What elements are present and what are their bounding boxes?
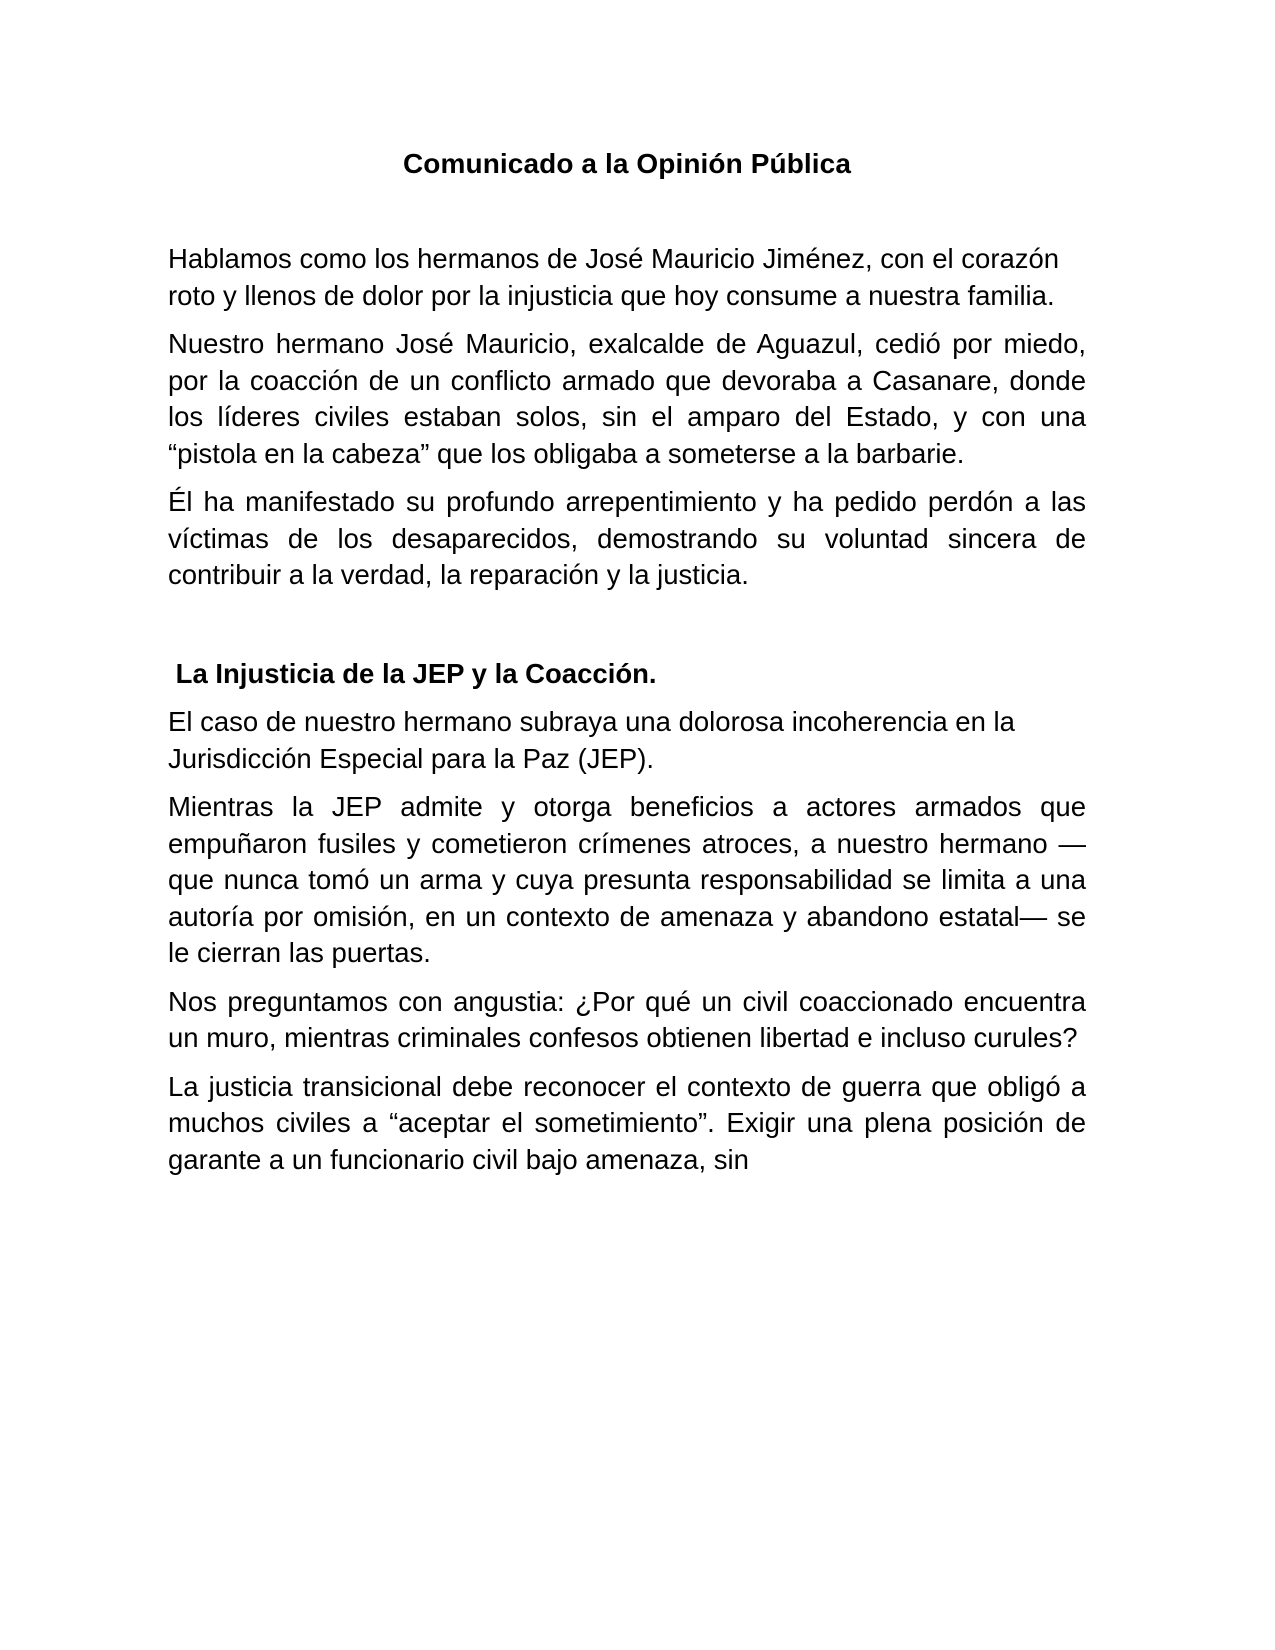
section-heading-injusticia-jep: La Injusticia de la JEP y la Coacción.: [168, 657, 657, 689]
paragraph-spacer: [168, 777, 1086, 789]
paragraph-spacer: [168, 472, 1086, 484]
paragraph-spacer: [168, 692, 1086, 704]
paragraph-spacer: [168, 972, 1086, 984]
paragraph-spacer: [168, 1057, 1086, 1069]
title-spacer: [168, 181, 1086, 241]
paragraph-section-3: Nos preguntamos con angustia: ¿Por qué un civil coaccionado encuentra un muro, mientras criminales confesos obtienen libertad e incluso curules?: [168, 985, 1086, 1053]
section-spacer: [168, 594, 1086, 656]
paragraph-intro-2: Nuestro hermano José Mauricio, exalcalde de Aguazul, cedió por miedo, por la coacción de un conflicto armado que devoraba a Casanare, donde los líderes civiles estaban solos, sin el amparo del Estado, y con una “pistola en la cabeza” que los obligaba a someterse a la barbarie.: [168, 328, 1086, 469]
page-title: Comunicado a la Opinión Pública: [402, 148, 852, 179]
paragraph-intro-3: Él ha manifestado su profundo arrepentimiento y ha pedido perdón a las víctimas de los desaparecidos, demostrando su voluntad sincera de contribuir a la verdad, la reparación y la justicia.: [168, 486, 1086, 590]
paragraph-spacer: [168, 314, 1086, 326]
paragraph-section-2: Mientras la JEP admite y otorga beneficios a actores armados que empuñaron fusiles y cometieron crímenes atroces, a nuestro hermano —que nunca tomó un arma y cuya presunta responsabilidad se limita a una autoría por omisión, en un contexto de amenaza y abandono estatal— se le cierran las puertas.: [168, 791, 1086, 968]
paragraph-section-4: La justicia transicional debe reconocer el contexto de guerra que obligó a muchos civiles a “aceptar el sometimiento”. Exigir una plena posición de garante a un funcionario civil bajo amenaza, sin: [168, 1070, 1086, 1175]
paragraph-section-1: El caso de nuestro hermano subraya una dolorosa incoherencia en la Jurisdicción Especial para la Paz (JEP).: [168, 706, 1015, 774]
paragraph-intro-1: Hablamos como los hermanos de José Mauricio Jiménez, con el corazón roto y llenos de dolor por la injusticia que hoy consume a nuestra familia.: [168, 243, 1060, 311]
document-body: [168, 0, 1086, 1178]
